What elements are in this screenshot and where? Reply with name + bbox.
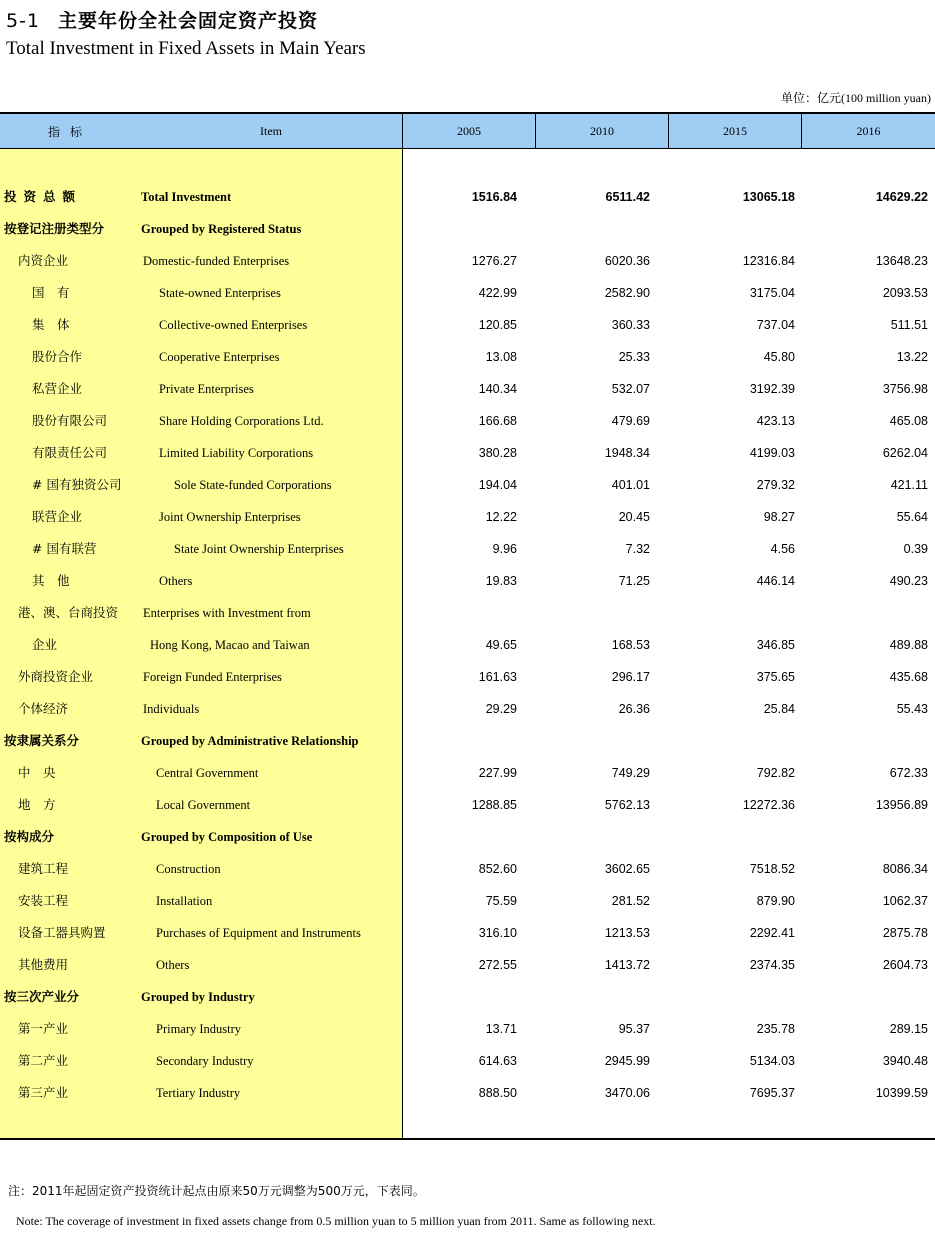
page-title-en: Total Investment in Fixed Assets in Main Years bbox=[6, 38, 366, 59]
cell-2015: 3192.39 bbox=[749, 382, 795, 396]
cell-2016: 8086.34 bbox=[882, 862, 928, 876]
cell-2010: 1948.34 bbox=[604, 446, 650, 460]
table-row bbox=[0, 565, 935, 597]
cell-2015: 4.56 bbox=[770, 542, 795, 556]
cell-2005: 49.65 bbox=[485, 638, 517, 652]
page-title-cn bbox=[6, 6, 318, 33]
cell-2015: 45.80 bbox=[763, 350, 795, 364]
table-row bbox=[0, 1013, 935, 1045]
row-label-en: Local Government bbox=[156, 798, 251, 812]
cell-2010: 20.45 bbox=[618, 510, 650, 524]
cell-2005: 29.29 bbox=[485, 702, 517, 716]
cell-2016: 2875.78 bbox=[882, 926, 928, 940]
cell-2005: 12.22 bbox=[485, 510, 517, 524]
row-label-en: Grouped by Composition of Use bbox=[141, 830, 313, 844]
note-en: Note: The coverage of investment in fixed assets change from 0.5 million yuan to 5 million yuan from 2011. Same as following next. bbox=[16, 1214, 656, 1228]
cell-2005: 316.10 bbox=[478, 926, 517, 940]
cell-2015: 375.65 bbox=[756, 670, 795, 684]
table-row bbox=[0, 629, 935, 661]
table-row bbox=[0, 533, 935, 565]
row-label-cn: 按三次产业分 bbox=[4, 989, 80, 1004]
row-label-en: Central Government bbox=[156, 766, 259, 780]
cell-2005: 852.60 bbox=[478, 862, 517, 876]
cell-2016: 13.22 bbox=[896, 350, 928, 364]
cell-2016: 55.64 bbox=[896, 510, 928, 524]
cell-2016: 6262.04 bbox=[882, 446, 928, 460]
row-label-cn: 外商投资企业 bbox=[18, 669, 94, 684]
cell-2005: 1288.85 bbox=[471, 798, 517, 812]
cell-2005: 194.04 bbox=[478, 478, 517, 492]
cell-2015: 279.32 bbox=[756, 478, 795, 492]
row-label-en: Private Enterprises bbox=[159, 382, 254, 396]
cell-2015: 3175.04 bbox=[749, 286, 795, 300]
cell-2016: 1062.37 bbox=[882, 894, 928, 908]
cell-2016: 13956.89 bbox=[875, 798, 928, 812]
table-number: 5-1 bbox=[6, 10, 41, 32]
row-label-en: Purchases of Equipment and Instruments bbox=[156, 926, 361, 940]
cell-2005: 9.96 bbox=[492, 542, 517, 556]
cell-2015: 737.04 bbox=[756, 318, 795, 332]
table-bottom-rule bbox=[0, 1138, 935, 1140]
cell-2010: 1213.53 bbox=[604, 926, 650, 940]
row-label-en: Collective-owned Enterprises bbox=[159, 318, 308, 332]
cell-2010: 3602.65 bbox=[604, 862, 650, 876]
cell-2016: 10399.59 bbox=[875, 1086, 928, 1100]
table-row bbox=[0, 757, 935, 789]
cell-2010: 479.69 bbox=[611, 414, 650, 428]
header-year-2015: 2015 bbox=[669, 114, 801, 148]
table-row bbox=[0, 725, 935, 757]
row-label-cn: # 国有联营 bbox=[32, 541, 97, 556]
table-row bbox=[0, 373, 935, 405]
row-label-en: Grouped by Administrative Relationship bbox=[141, 734, 359, 748]
cell-2010: 401.01 bbox=[611, 478, 650, 492]
row-label-cn: 集 体 bbox=[32, 317, 70, 332]
table-row bbox=[0, 853, 935, 885]
cell-2005: 1276.27 bbox=[471, 254, 517, 268]
table-row bbox=[0, 277, 935, 309]
cell-2015: 446.14 bbox=[756, 574, 795, 588]
row-label-en: Construction bbox=[156, 862, 221, 876]
note-cn: 注：2011年起固定资产投资统计起点由原来50万元调整为500万元，下表同。 bbox=[8, 1184, 425, 1198]
cell-2005: 166.68 bbox=[478, 414, 517, 428]
table-row bbox=[0, 597, 935, 629]
data-table bbox=[0, 112, 935, 1140]
cell-2005: 75.59 bbox=[485, 894, 517, 908]
row-label-en: Cooperative Enterprises bbox=[159, 350, 280, 364]
cell-2010: 2945.99 bbox=[604, 1054, 650, 1068]
table-row bbox=[0, 821, 935, 853]
row-label-cn: 地 方 bbox=[18, 797, 56, 812]
cell-2016: 3940.48 bbox=[882, 1054, 928, 1068]
table-row bbox=[0, 309, 935, 341]
cell-2016: 465.08 bbox=[889, 414, 928, 428]
row-label-cn: 联营企业 bbox=[32, 509, 83, 524]
title-cn-text: 主要年份全社会固定资产投资 bbox=[58, 10, 319, 32]
row-label-cn: 私营企业 bbox=[32, 381, 83, 396]
cell-2015: 13065.18 bbox=[742, 190, 795, 204]
row-label-en: Others bbox=[159, 574, 193, 588]
row-label-cn: 按隶属关系分 bbox=[4, 733, 80, 748]
cell-2005: 161.63 bbox=[478, 670, 517, 684]
row-label-en: Foreign Funded Enterprises bbox=[143, 670, 282, 684]
cell-2010: 360.33 bbox=[611, 318, 650, 332]
row-label-cn: 投资总额 bbox=[4, 189, 83, 204]
cell-2016: 490.23 bbox=[889, 574, 928, 588]
cell-2010: 26.36 bbox=[618, 702, 650, 716]
table-row bbox=[0, 1077, 935, 1109]
header-year-2010: 2010 bbox=[536, 114, 668, 148]
row-label-cn: 第三产业 bbox=[18, 1085, 69, 1100]
row-label-en: Enterprises with Investment from bbox=[143, 606, 311, 620]
cell-2016: 0.39 bbox=[903, 542, 928, 556]
row-label-cn: 个体经济 bbox=[18, 701, 69, 716]
row-label-cn: 股份合作 bbox=[32, 349, 83, 364]
cell-2016: 2093.53 bbox=[882, 286, 928, 300]
cell-2005: 422.99 bbox=[478, 286, 517, 300]
row-label-en: Total Investment bbox=[141, 190, 232, 204]
header-indicator-cn: 指标 bbox=[0, 114, 140, 148]
cell-2005: 19.83 bbox=[485, 574, 517, 588]
row-label-en: Share Holding Corporations Ltd. bbox=[159, 414, 324, 428]
table-row bbox=[0, 981, 935, 1013]
cell-2016: 672.33 bbox=[889, 766, 928, 780]
cell-2015: 12272.36 bbox=[742, 798, 795, 812]
table-row bbox=[0, 213, 935, 245]
row-label-en: Hong Kong, Macao and Taiwan bbox=[150, 638, 310, 652]
cell-2010: 7.32 bbox=[625, 542, 650, 556]
row-label-cn: 其 他 bbox=[32, 573, 70, 588]
cell-2005: 614.63 bbox=[478, 1054, 517, 1068]
cell-2015: 4199.03 bbox=[749, 446, 795, 460]
cell-2005: 140.34 bbox=[478, 382, 517, 396]
cell-2015: 7518.52 bbox=[749, 862, 795, 876]
cell-2005: 13.71 bbox=[485, 1022, 517, 1036]
cell-2016: 55.43 bbox=[896, 702, 928, 716]
cell-2010: 6511.42 bbox=[605, 190, 650, 204]
cell-2005: 1516.84 bbox=[471, 190, 517, 204]
row-label-cn: 设备工器具购置 bbox=[18, 925, 106, 940]
cell-2010: 3470.06 bbox=[604, 1086, 650, 1100]
table-row bbox=[0, 1045, 935, 1077]
row-label-cn: 按登记注册类型分 bbox=[4, 221, 105, 236]
table-row bbox=[0, 501, 935, 533]
table-row bbox=[0, 661, 935, 693]
header-item-en: Item bbox=[140, 114, 402, 148]
cell-2010: 6020.36 bbox=[604, 254, 650, 268]
cell-2010: 168.53 bbox=[611, 638, 650, 652]
cell-2010: 95.37 bbox=[618, 1022, 650, 1036]
cell-2010: 281.52 bbox=[611, 894, 650, 908]
table-row bbox=[0, 789, 935, 821]
cell-2016: 13648.23 bbox=[875, 254, 928, 268]
cell-2005: 120.85 bbox=[478, 318, 517, 332]
table-row bbox=[0, 341, 935, 373]
cell-2016: 421.11 bbox=[890, 478, 928, 492]
row-label-en: State-owned Enterprises bbox=[159, 286, 281, 300]
table-row bbox=[0, 405, 935, 437]
row-label-en: Limited Liability Corporations bbox=[159, 446, 314, 460]
cell-2016: 2604.73 bbox=[882, 958, 928, 972]
row-label-cn: 国 有 bbox=[32, 285, 70, 300]
table-row bbox=[0, 693, 935, 725]
cell-2015: 792.82 bbox=[756, 766, 795, 780]
cell-2015: 25.84 bbox=[763, 702, 795, 716]
row-label-en: Installation bbox=[156, 894, 213, 908]
row-label-en: Sole State-funded Corporations bbox=[174, 478, 332, 492]
cell-2015: 235.78 bbox=[756, 1022, 795, 1036]
table-row bbox=[0, 181, 935, 213]
cell-2015: 879.90 bbox=[756, 894, 795, 908]
row-label-en: Grouped by Registered Status bbox=[141, 222, 302, 236]
cell-2010: 749.29 bbox=[611, 766, 650, 780]
table-row bbox=[0, 885, 935, 917]
cell-2005: 272.55 bbox=[478, 958, 517, 972]
cell-2016: 489.88 bbox=[889, 638, 928, 652]
row-label-en: Tertiary Industry bbox=[156, 1086, 241, 1100]
row-label-cn: 第二产业 bbox=[18, 1053, 69, 1068]
cell-2015: 5134.03 bbox=[749, 1054, 795, 1068]
table-row bbox=[0, 245, 935, 277]
row-label-cn: 建筑工程 bbox=[18, 861, 69, 876]
row-label-cn: 有限责任公司 bbox=[32, 445, 108, 460]
row-label-en: Joint Ownership Enterprises bbox=[159, 510, 301, 524]
cell-2015: 346.85 bbox=[756, 638, 795, 652]
row-label-en: Individuals bbox=[143, 702, 200, 716]
cell-2016: 511.51 bbox=[890, 318, 928, 332]
cell-2016: 435.68 bbox=[889, 670, 928, 684]
cell-2016: 289.15 bbox=[889, 1022, 928, 1036]
row-label-cn: 第一产业 bbox=[18, 1021, 69, 1036]
header-bottom-rule bbox=[0, 148, 935, 149]
header-year-2005: 2005 bbox=[403, 114, 535, 148]
row-label-en: Domestic-funded Enterprises bbox=[143, 254, 290, 268]
table-row bbox=[0, 949, 935, 981]
cell-2010: 532.07 bbox=[611, 382, 650, 396]
cell-2010: 25.33 bbox=[618, 350, 650, 364]
row-label-cn: 港、澳、台商投资 bbox=[18, 605, 119, 620]
row-label-cn: 按构成分 bbox=[4, 829, 55, 844]
row-label-cn: 安装工程 bbox=[18, 893, 69, 908]
row-label-cn: # 国有独资公司 bbox=[32, 477, 122, 492]
cell-2010: 71.25 bbox=[618, 574, 650, 588]
cell-2015: 98.27 bbox=[763, 510, 795, 524]
cell-2005: 13.08 bbox=[485, 350, 517, 364]
table-header bbox=[0, 114, 935, 148]
row-label-cn: 企业 bbox=[32, 637, 58, 652]
cell-2015: 12316.84 bbox=[742, 254, 795, 268]
cell-2015: 2374.35 bbox=[749, 958, 795, 972]
cell-2005: 888.50 bbox=[478, 1086, 517, 1100]
cell-2016: 14629.22 bbox=[875, 190, 928, 204]
cell-2015: 7695.37 bbox=[749, 1086, 795, 1100]
cell-2015: 423.13 bbox=[756, 414, 795, 428]
cell-2010: 5762.13 bbox=[604, 798, 650, 812]
cell-2010: 2582.90 bbox=[604, 286, 650, 300]
cell-2010: 1413.72 bbox=[604, 958, 650, 972]
header-year-2016: 2016 bbox=[802, 114, 935, 148]
table-row bbox=[0, 437, 935, 469]
row-label-en: Primary Industry bbox=[156, 1022, 242, 1036]
table-row bbox=[0, 917, 935, 949]
cell-2010: 296.17 bbox=[611, 670, 650, 684]
cell-2016: 3756.98 bbox=[882, 382, 928, 396]
table-row bbox=[0, 469, 935, 501]
row-label-en: Secondary Industry bbox=[156, 1054, 254, 1068]
cell-2015: 2292.41 bbox=[749, 926, 795, 940]
row-label-cn: 内资企业 bbox=[18, 253, 69, 268]
row-label-en: Others bbox=[156, 958, 190, 972]
row-label-cn: 股份有限公司 bbox=[32, 413, 108, 428]
cell-2005: 380.28 bbox=[478, 446, 517, 460]
row-label-en: State Joint Ownership Enterprises bbox=[174, 542, 344, 556]
row-label-en: Grouped by Industry bbox=[141, 990, 255, 1004]
row-label-cn: 中 央 bbox=[18, 765, 56, 780]
unit-label: 单位：亿元(100 million yuan) bbox=[781, 91, 931, 105]
cell-2005: 227.99 bbox=[478, 766, 517, 780]
row-label-cn: 其他费用 bbox=[18, 957, 69, 972]
